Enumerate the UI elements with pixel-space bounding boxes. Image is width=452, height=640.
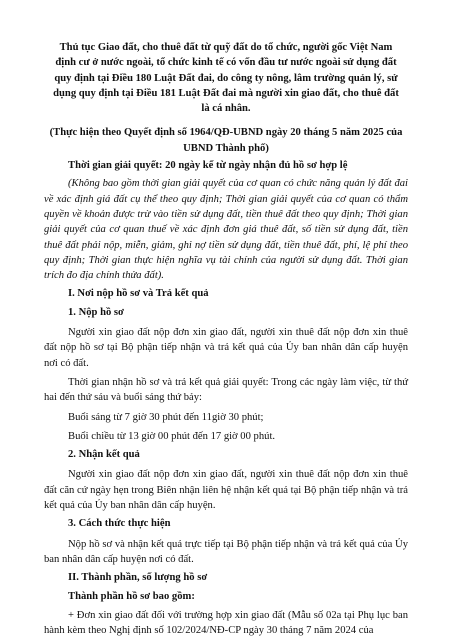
resolution-note: (Không bao gồm thời gian giải quyết của cơ quan có chức năng quản lý đất đai về xác định giá đất cụ thể theo quy định; Thời gian giải quyết của cơ quan có thẩm quyền về khoản được trừ vào tiền sử dụng đất, tiền thuê đất theo quy định; Thời gian giải quyết của cơ quan thuế về xác định đơn giá thuê đất, số tiền sử dụng đất, tiền thuê đất phải nộp, miễn, giảm, ghi nợ tiền sử dụng đất, tiền thuê đất, phí, lệ phí theo quy định; Thời gian thực hiện nghĩa vụ tài chính của người sử dụng đất. Thời gian trích đo địa chính thửa đất). xyxy=(44,178,408,282)
decision-basis: (Thực hiện theo Quyết định số 1964/QĐ-UBND ngày 20 tháng 5 năm 2025 của UBND Thành phố) xyxy=(49,127,403,154)
paragraph-submit: Người xin giao đất nộp đơn xin giao đất, người xin thuê đất nộp đơn xin thuê đất nộp hồ sơ tại Bộ phận tiếp nhận và trả kết quả của Ủy ban nhân dân cấp huyện nơi có đất. xyxy=(44,327,408,369)
paragraph-receive: Người xin giao đất nộp đơn xin giao đất, người xin thuê đất nộp đơn xin thuê đất căn cứ ngày hẹn trong Biên nhận liên hệ nhận kết quả tại Bộ phận tiếp nhận và trả kết quả của Ủy ban nhân dân cấp huyện. xyxy=(44,469,408,512)
subheading-receive: 2. Nhận kết quả xyxy=(68,449,140,461)
subheading-components: Thành phần hồ sơ bao gồm: xyxy=(68,590,195,602)
paragraph-components: + Đơn xin giao đất đối với trường hợp xin giao đất (Mẫu số 02a tại Phụ lục ban hành kèm theo Nghị định số 102/2024/NĐ-CP ngày 30 tháng 7 năm 2024 của xyxy=(44,609,408,637)
morning-hours: Buổi sáng từ 7 giờ 30 phút đến 11giờ 30 phút; xyxy=(68,411,264,423)
paragraph-method: Nộp hồ sơ và nhận kết quả trực tiếp tại Bộ phận tiếp nhận và trả kết quả của Ủy ban nhân dân cấp huyện nơi có đất. xyxy=(44,538,408,565)
subheading-method: 3. Cách thức thực hiện xyxy=(68,518,171,530)
document-title: Thủ tục Giao đất, cho thuê đất từ quỹ đất do tổ chức, người gốc Việt Nam định cư ở nước ngoài, tổ chức kinh tế có vốn đầu tư nước ngoài sử dụng đất quy định tại Điều 180 Luật Đất đai, do công ty nông, lâm trường quản lý, sử dụng quy định tại Điều 181 Luật Đất đai mà người xin giao đất, cho thuê đất là cá nhân. xyxy=(53,42,399,115)
resolution-time: Thời gian giải quyết: 20 ngày kể từ ngày nhận đủ hồ sơ hợp lệ xyxy=(68,160,348,172)
section-heading-1: I. Nơi nộp hồ sơ và Trả kết quả xyxy=(68,288,209,300)
afternoon-hours: Buổi chiều từ 13 giờ 00 phút đến 17 giờ 00 phút. xyxy=(68,430,276,442)
section-heading-2: II. Thành phần, số lượng hồ sơ xyxy=(68,572,208,584)
paragraph-hours: Thời gian nhận hồ sơ và trả kết quả giải quyết: Trong các ngày làm việc, từ thứ hai đến thứ sáu và buổi sáng thứ bảy: xyxy=(44,376,408,404)
subheading-submit: 1. Nộp hồ sơ xyxy=(68,306,124,318)
